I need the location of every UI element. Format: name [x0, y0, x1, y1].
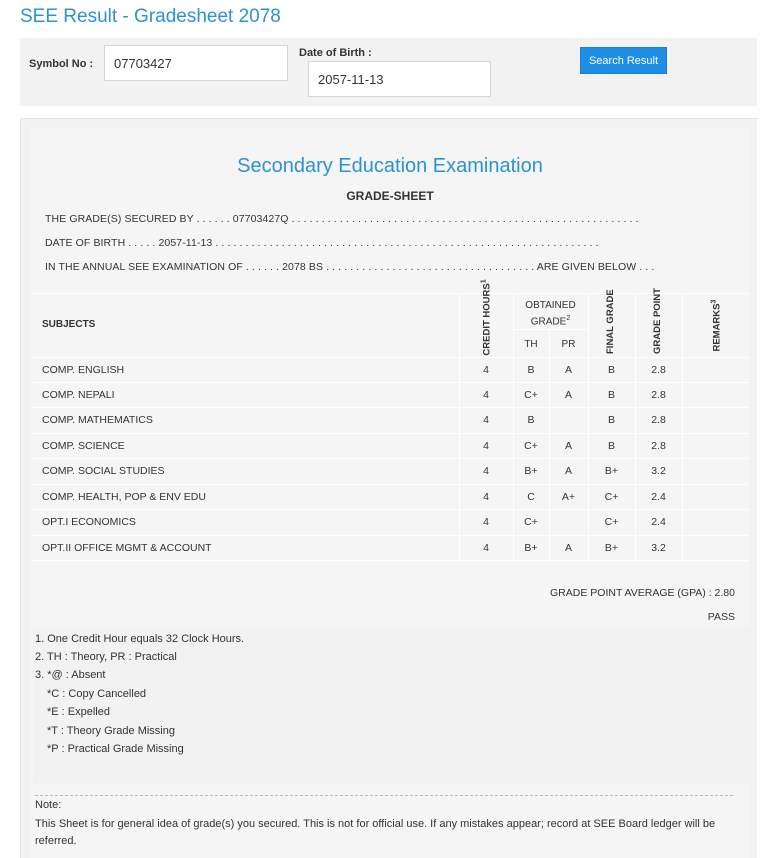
practical-grade-cell: A+	[561, 491, 576, 503]
grade-point-cell: 2.4	[651, 491, 666, 503]
grades-table	[31, 279, 749, 563]
grade-point-cell: 3.2	[651, 465, 666, 477]
subject-cell: COMP. SOCIAL STUDIES	[42, 465, 165, 477]
grade-point-cell: 2.4	[651, 516, 666, 528]
symbol-number-input[interactable]: 07703427	[104, 45, 288, 81]
subject-cell: COMP. NEPALI	[42, 389, 115, 401]
search-panel	[20, 38, 757, 106]
credit-hours-cell: 4	[483, 364, 489, 376]
theory-grade-cell: C	[527, 491, 535, 503]
theory-grade-cell: B+	[524, 465, 538, 477]
legend-item: 2. TH : Theory, PR : Practical	[35, 651, 177, 663]
theory-grade-cell: B	[527, 364, 535, 376]
gpa-value: GRADE POINT AVERAGE (GPA) : 2.80	[550, 587, 735, 599]
exam-title: Secondary Education Examination	[237, 155, 543, 177]
subject-cell: OPT.II OFFICE MGMT & ACCOUNT	[42, 542, 212, 554]
gradesheet-panel	[20, 118, 757, 858]
final-grade-cell: B+	[604, 465, 619, 477]
gradesheet-heading: GRADE-SHEET	[346, 189, 434, 203]
final-grade-header: FINAL GRADE	[605, 289, 616, 354]
final-grade-cell: B	[607, 389, 615, 401]
credit-hours-cell: 4	[483, 465, 489, 477]
final-grade-cell: B	[607, 440, 615, 452]
theory-grade-cell: B+	[524, 542, 538, 554]
note-heading: Note:	[35, 799, 62, 811]
grade-point-cell: 2.8	[651, 440, 666, 452]
result-status: PASS	[707, 611, 735, 623]
credit-hours-cell: 4	[483, 516, 489, 528]
theory-grade-cell: B	[527, 414, 535, 426]
obtained-grade-header: OBTAINED GRADE$^2$	[525, 300, 576, 328]
subject-cell: COMP. ENGLISH	[42, 364, 125, 376]
final-grade-cell: C+	[604, 516, 619, 528]
subject-cell: COMP. SCIENCE	[42, 440, 125, 452]
legend-item: 3. *@ : Absent	[35, 669, 106, 681]
secured-by-line: THE GRADE(S) SECURED BY . . . . . . 07703427Q . . . . . . . . . . . . . . . . . . . . . . . . . . . . . . . . . . . . . . . . . . . . . . . . . . . . . . . . . .	[45, 213, 639, 225]
legend-item: *E : Expelled	[47, 706, 110, 718]
legend-block	[33, 627, 749, 783]
credit-hours-cell: 4	[483, 491, 489, 503]
practical-grade-cell: A	[564, 440, 572, 452]
credit-hours-cell: 4	[483, 414, 489, 426]
search-result-button[interactable]: Search Result	[580, 47, 667, 74]
grade-point-cell: 2.8	[651, 389, 666, 401]
subject-cell: OPT.I ECONOMICS	[42, 516, 136, 528]
credit-hours-cell: 4	[483, 542, 489, 554]
theory-grade-cell: C+	[524, 389, 538, 401]
subject-cell: COMP. MATHEMATICS	[42, 414, 153, 426]
subjects-header: SUBJECTS	[42, 319, 96, 330]
final-grade-cell: C+	[604, 491, 619, 503]
credit-hours-cell: 4	[483, 389, 489, 401]
note-text: This Sheet is for general idea of grade(s) you secured. This is not for official use. If any mistakes appear; record at SEE Board ledger will be referred.	[35, 818, 716, 847]
final-grade-cell: B	[607, 414, 615, 426]
grade-point-cell: 2.8	[651, 414, 666, 426]
grade-point-cell: 2.8	[651, 364, 666, 376]
grade-point-cell: 3.2	[651, 542, 666, 554]
legend-item: *P : Practical Grade Missing	[47, 743, 184, 755]
subject-cell: COMP. HEALTH, POP & ENV EDU	[42, 491, 206, 503]
legend-item: 1. One Credit Hour equals 32 Clock Hours.	[35, 633, 245, 645]
legend-item: *C : Copy Cancelled	[47, 688, 147, 700]
practical-grade-cell: A	[564, 364, 572, 376]
practical-grade-cell: A	[564, 389, 572, 401]
theory-header: TH	[524, 339, 538, 350]
credit-hours-header: CREDIT HOURS$^1$	[480, 279, 493, 356]
credit-hours-cell: 4	[483, 440, 489, 452]
page-title: SEE Result - Gradesheet 2078	[20, 6, 281, 27]
practical-grade-cell: A	[564, 542, 572, 554]
examination-line: IN THE ANNUAL SEE EXAMINATION OF . . . . . . 2078 BS . . . . . . . . . . . . . . . . . . . . . . . . . . . . . . . . . . . ARE GIVEN BELOW . . .	[45, 261, 655, 273]
symbol-number-label: Symbol No :	[29, 58, 94, 70]
remarks-header: REMARKS$^3$	[710, 299, 723, 352]
legend-item: *T : Theory Grade Missing	[47, 725, 175, 737]
note-divider	[35, 795, 733, 796]
practical-header: PR	[561, 339, 576, 350]
final-grade-cell: B+	[604, 542, 619, 554]
theory-grade-cell: C+	[524, 440, 538, 452]
final-grade-cell: B	[607, 364, 615, 376]
grade-point-header: GRADE POINT	[652, 288, 663, 354]
practical-grade-cell: A	[564, 465, 572, 477]
theory-grade-cell: C+	[524, 516, 538, 528]
date-of-birth-line: DATE OF BIRTH . . . . . 2057-11-13 . . . . . . . . . . . . . . . . . . . . . . . . . . . . . . . . . . . . . . . . . . . . . . . . . . . . . . . . . . . . . . . .	[45, 237, 599, 249]
date-of-birth-label: Date of Birth :	[299, 47, 372, 59]
date-of-birth-input[interactable]: 2057-11-13	[308, 61, 491, 97]
